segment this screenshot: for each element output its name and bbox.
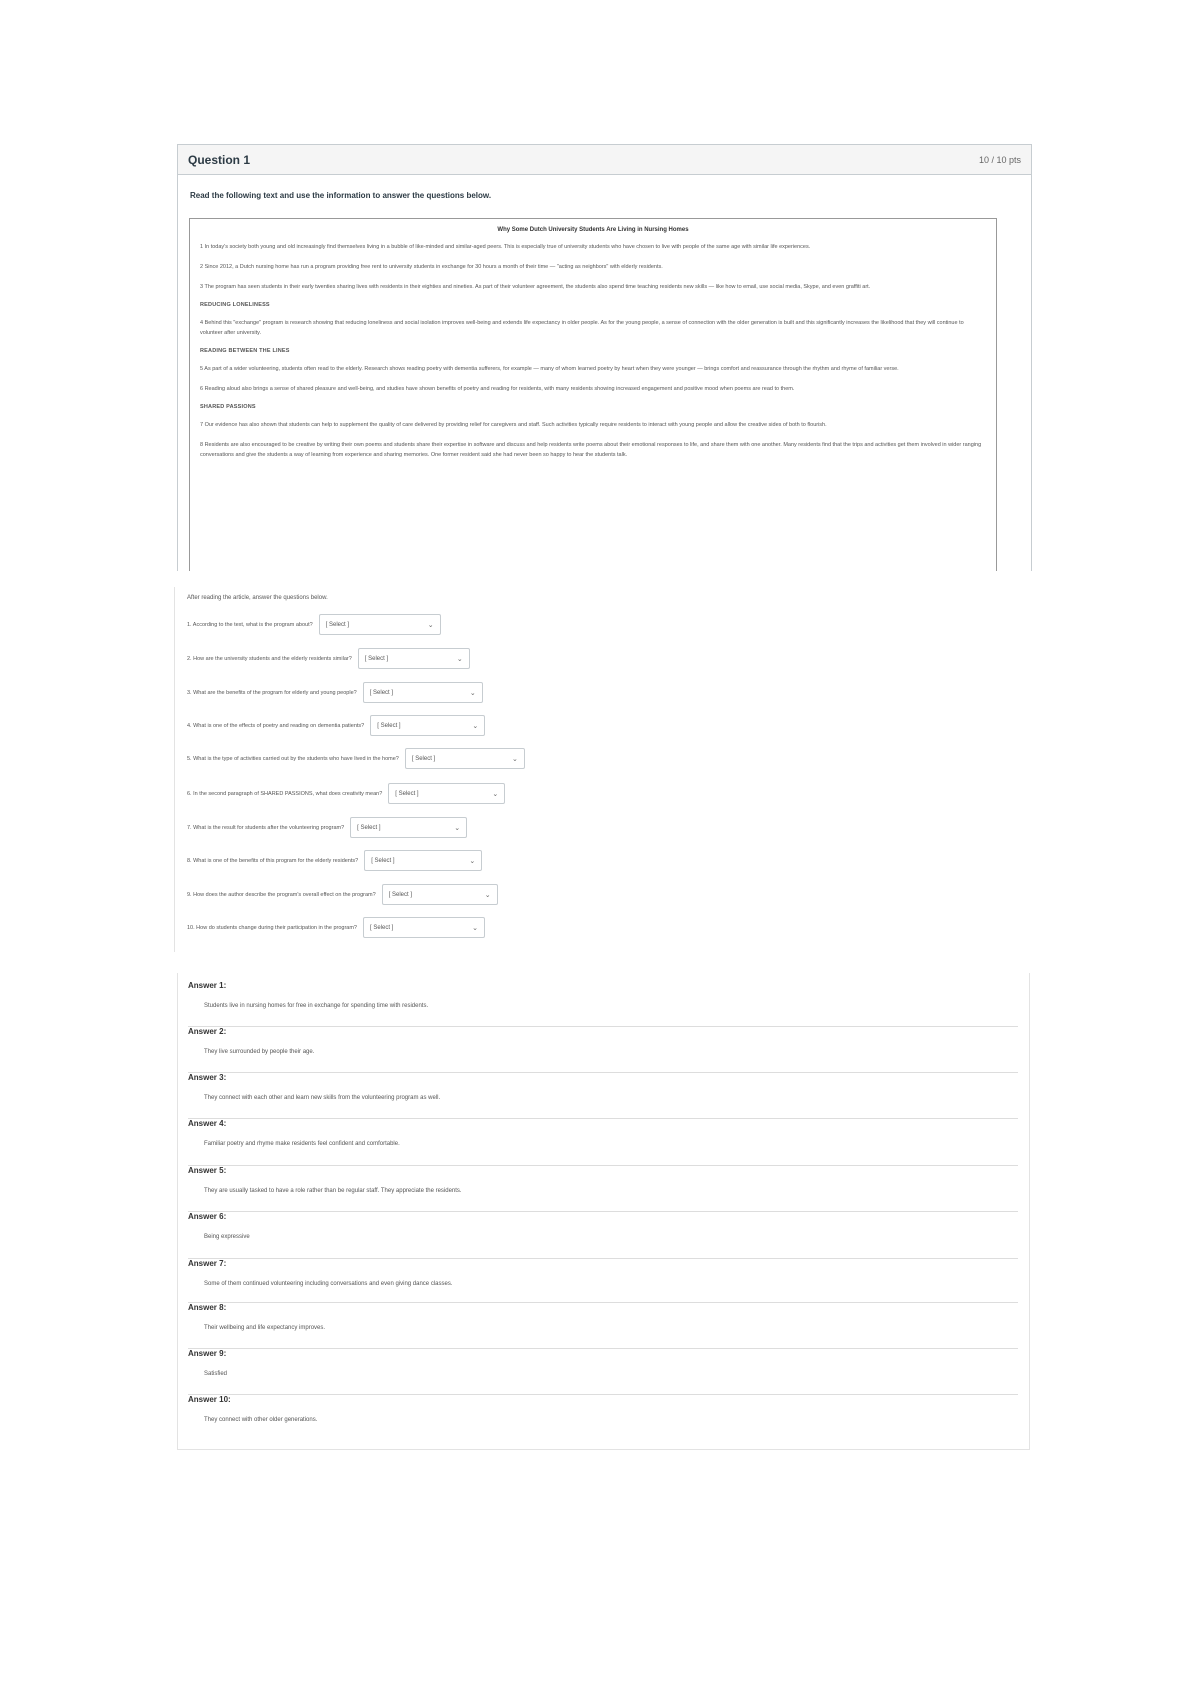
select-placeholder: [ Select ] — [371, 857, 395, 864]
answer-select[interactable] — [319, 614, 441, 635]
answer-select[interactable] — [364, 850, 482, 871]
question-text: 8. What is one of the benefits of this program for the elderly residents? — [187, 857, 359, 864]
select-placeholder: [ Select ] — [388, 891, 413, 898]
answer-block — [188, 981, 1018, 1027]
reading-section-heading: READING BETWEEN THE LINES — [200, 348, 290, 354]
reading-section-heading: REDUCING LONELINESS — [200, 302, 270, 308]
question-text: 7. What is the result for students after the volunteering program? — [187, 824, 345, 831]
answer-text: They are usually tasked to have a role rather than be regular staff. They appreciate the residents. — [204, 1188, 462, 1194]
chevron-down-icon: ⌄ — [492, 790, 499, 798]
questions-panel — [174, 587, 1013, 952]
question-row — [187, 817, 467, 838]
answer-text: Students live in nursing homes for free in exchange for spending time with residents. — [204, 1003, 429, 1009]
answer-label: Answer 9: — [188, 1349, 227, 1358]
reading-paragraph: 5 As part of a wider volunteering, students often read to the elderly. Research shows reading poetry with dementia sufferers, for example — many of whom learned poetry by heart when they were younger — brings comfort and reassurance through the rhythm and rhyme of familiar verse. — [200, 366, 899, 372]
answer-block — [188, 1303, 1018, 1349]
answer-text: Their wellbeing and life expectancy improves. — [204, 1325, 326, 1331]
chevron-down-icon: ⌄ — [472, 924, 478, 932]
questions-intro: After reading the article, answer the questions below. — [187, 595, 328, 601]
answer-select[interactable] — [382, 884, 498, 905]
chevron-down-icon: ⌄ — [469, 857, 476, 865]
reading-body — [200, 242, 986, 460]
answers-panel — [177, 973, 1030, 1450]
answer-text: Being expressive — [204, 1234, 250, 1240]
reading-paragraph: 1 In today's society both young and old increasingly find themselves living in a bubble of like-minded and similar-aged peers. This is especially true of university students who have chosen to live with people of the same age with similar life experiences. — [200, 244, 811, 250]
answer-text: They live surrounded by people their age. — [204, 1049, 315, 1055]
answer-text: Familiar poetry and rhyme make residents feel confident and comfortable. — [204, 1141, 400, 1147]
question-row — [187, 715, 485, 736]
chevron-down-icon: ⌄ — [484, 891, 491, 899]
reading-paragraph: 8 Residents are also encouraged to be creative by writing their own poems and students share their expertise in software and discuss and help residents write poems about their emotional responses to life, and share them with one another. Many residents find that the trips and activities get them involved in wider ranging conversations and give the students a way of learning from experience and sharing memories. One former resident said she had never been so happy to hear the students talk. — [200, 442, 982, 458]
reading-section-heading: SHARED PASSIONS — [200, 404, 256, 410]
reading-passage — [189, 218, 997, 571]
answer-label: Answer 2: — [188, 1027, 227, 1036]
question-header — [178, 145, 1031, 175]
answer-text: They connect with other older generations. — [204, 1417, 318, 1423]
question-row — [187, 783, 505, 804]
answer-block — [188, 1073, 1018, 1119]
question-row — [187, 917, 485, 938]
chevron-down-icon: ⌄ — [427, 621, 434, 629]
question-title: Question 1 — [188, 152, 251, 167]
answer-block — [188, 1349, 1018, 1395]
answer-select[interactable] — [350, 817, 467, 838]
answer-text: Some of them continued volunteering including conversations and even giving dance classes. — [204, 1281, 453, 1287]
select-placeholder: [ Select ] — [325, 621, 350, 628]
answer-select[interactable] — [363, 917, 485, 938]
chevron-down-icon: ⌄ — [469, 689, 476, 697]
answer-block — [188, 1212, 1018, 1259]
reading-paragraph: 7 Our evidence has also shown that students can help to supplement the quality of care delivered by providing relief for caregivers and staff. Such activities typically require residents to interact with young people and allow the creative sides of both to flourish. — [200, 422, 827, 428]
reading-paragraph: 4 Behind this "exchange" program is research showing that reducing loneliness and social isolation improves well-being and extends life expectancy in older people. As for the young people, a sense of connection with the older generation is built and this significantly increases the likelihood that they will continue to volunteer after university. — [200, 320, 964, 336]
question-text: 5. What is the type of activities carried out by the students who have lived in the home? — [187, 755, 399, 762]
select-placeholder: [ Select ] — [364, 655, 389, 662]
chevron-down-icon: ⌄ — [456, 655, 463, 663]
select-placeholder: [ Select ] — [411, 755, 436, 762]
question-text: 6. In the second paragraph of SHARED PASSIONS, what does creativity mean? — [187, 790, 383, 797]
answer-label: Answer 8: — [188, 1303, 227, 1312]
answer-select[interactable] — [405, 748, 525, 769]
answer-label: Answer 4: — [188, 1119, 227, 1128]
answer-select[interactable] — [370, 715, 485, 736]
reading-paragraph: 6 Reading aloud also brings a sense of shared pleasure and well-being, and studies have shown benefits of poetry and reading for residents, with many residents showing increased engagement and positive mood when poems are read to them. — [200, 386, 795, 392]
question-points: 10 / 10 pts — [978, 154, 1021, 165]
question-card — [177, 144, 1032, 571]
chevron-down-icon: ⌄ — [454, 824, 461, 832]
select-placeholder: [ Select ] — [377, 722, 401, 729]
answer-select[interactable] — [358, 648, 470, 669]
select-placeholder: [ Select ] — [370, 924, 394, 931]
answer-text: They connect with each other and learn new skills from the volunteering program as well. — [204, 1095, 441, 1101]
reading-paragraph: 3 The program has seen students in their early twenties sharing lives with residents in their eighties and nineties. As part of their volunteer agreement, the students also spend time teaching residents new skills — like how to email, use social media, Skype, and even graffiti art. — [200, 284, 871, 290]
question-text: 9. How does the author describe the program's overall effect on the program? — [187, 891, 376, 898]
answer-block — [188, 1027, 1018, 1073]
chevron-down-icon: ⌄ — [472, 722, 479, 730]
answer-block — [188, 1119, 1018, 1166]
question-text: 4. What is one of the effects of poetry and reading on dementia patients? — [187, 722, 365, 729]
answer-label: Answer 1: — [188, 981, 227, 990]
question-text: 1. According to the text, what is the program about? — [187, 621, 313, 628]
question-row — [187, 648, 470, 669]
question-row — [187, 614, 441, 635]
select-placeholder: [ Select ] — [357, 824, 381, 831]
question-instruction: Read the following text and use the information to answer the questions below. — [190, 191, 492, 200]
answer-label: Answer 6: — [188, 1212, 227, 1221]
answer-label: Answer 10: — [188, 1395, 231, 1404]
answer-label: Answer 5: — [188, 1166, 227, 1175]
answer-block — [188, 1166, 1018, 1212]
answer-select[interactable] — [388, 783, 505, 804]
answer-label: Answer 3: — [188, 1073, 227, 1082]
question-text: 2. How are the university students and the elderly residents similar? — [187, 655, 352, 662]
question-row — [187, 748, 525, 769]
question-text: 10. How do students change during their participation in the program? — [187, 924, 357, 931]
question-row — [187, 682, 483, 703]
chevron-down-icon: ⌄ — [512, 755, 518, 763]
answer-label: Answer 7: — [188, 1259, 227, 1268]
answer-text: Satisfied — [204, 1371, 228, 1377]
question-row — [187, 850, 482, 871]
answer-block — [188, 1395, 1018, 1440]
reading-paragraph: 2 Since 2012, a Dutch nursing home has run a program providing free rent to university students in exchange for 30 hours a month of their time — "acting as neighbors" with elderly residents. — [200, 264, 663, 270]
question-text: 3. What are the benefits of the program for elderly and young people? — [187, 689, 357, 696]
reading-title: Why Some Dutch University Students Are Living in Nursing Homes — [497, 227, 689, 233]
select-placeholder: [ Select ] — [369, 689, 394, 696]
answer-select[interactable] — [363, 682, 483, 703]
answer-block — [188, 1259, 1018, 1303]
select-placeholder: [ Select ] — [395, 790, 419, 797]
question-row — [187, 884, 498, 905]
